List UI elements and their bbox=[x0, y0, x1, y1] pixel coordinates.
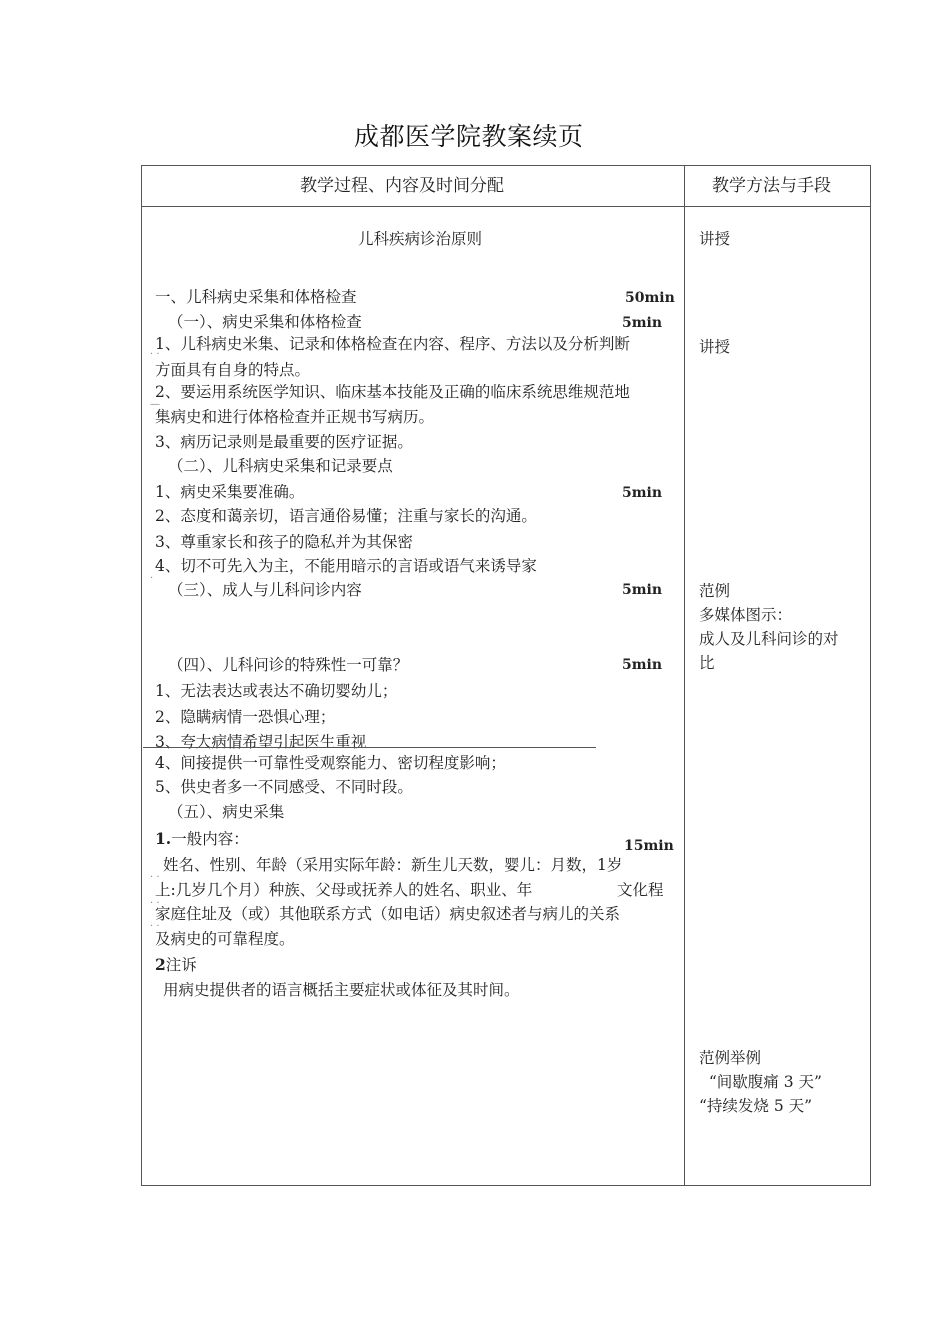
item-number: 1. bbox=[155, 829, 172, 848]
margin-mark: · bbox=[150, 573, 154, 584]
paragraph-line: 1、儿科病史米集、记录和体格检查在内容、程序、方法以及分析判断 bbox=[155, 335, 630, 353]
strike-line bbox=[143, 747, 596, 748]
list-item: 2、隐瞒病情一恐惧心理； bbox=[155, 708, 336, 726]
paragraph-line: 用病史提供者的语言概括主要症状或体征及其时间。 bbox=[163, 981, 520, 999]
item-label: 一般内容： bbox=[171, 830, 249, 848]
paragraph-line: 家庭住址及（或）其他联系方式（如电话）病史叙述者与病儿的关系 bbox=[155, 905, 621, 923]
lesson-title: 儿科疾病诊治原则 bbox=[358, 230, 483, 248]
paragraph-line: 上:几岁几个月）种族、父母或抚养人的姓名、职业、年 bbox=[155, 881, 533, 899]
list-item: 4、切不可先入为主，不能用暗示的言语或语气来诱导家 bbox=[155, 557, 537, 575]
paragraph-line: 文化程 bbox=[617, 881, 664, 899]
item-label: 注诉 bbox=[165, 956, 197, 974]
header-content-column: 教学过程、内容及时间分配 bbox=[300, 176, 504, 196]
margin-mark: · · bbox=[150, 349, 160, 360]
time-allocation: 5min bbox=[622, 485, 663, 501]
item-number: 2 bbox=[155, 955, 166, 974]
paragraph-line: 方面具有自身的特点。 bbox=[155, 361, 311, 379]
page-title: 成都医学院教案续页 bbox=[354, 122, 584, 151]
time-allocation: 15min bbox=[624, 838, 674, 854]
subsection-heading: （四）、儿科问诊的特殊性一可靠？ bbox=[168, 656, 409, 674]
paragraph-line: 3、病历记录则是最重要的医疗证据。 bbox=[155, 433, 413, 451]
paragraph-line: 集病史和进行体格检查并正规书写病历。 bbox=[155, 408, 435, 426]
paragraph-line: 及病史的可靠程度。 bbox=[155, 930, 295, 948]
time-allocation: 5min bbox=[622, 582, 663, 598]
list-item: 1、病史采集要准确。 bbox=[155, 483, 305, 501]
list-item: 5、供史者多一不同感受、不同时段。 bbox=[155, 778, 413, 796]
subsection-heading: （一）、病史采集和体格检查 bbox=[168, 313, 362, 331]
time-allocation: 50min bbox=[625, 290, 675, 306]
subsection-heading: （五）、病史采集 bbox=[168, 803, 285, 821]
paragraph-line: 2、要运用系统医学知识、临床基本技能及正确的临床系统思维规范地 bbox=[155, 383, 630, 401]
margin-mark: · · bbox=[150, 872, 160, 883]
column-divider bbox=[684, 166, 685, 1185]
subsection-heading: （二）、儿科病史采集和记录要点 bbox=[168, 457, 393, 475]
header-method-column: 教学方法与手段 bbox=[712, 176, 831, 196]
list-item: 3、尊重家长和孩子的隐私并为其保密 bbox=[155, 533, 413, 551]
subsection-heading: （三）、成人与儿科问诊内容 bbox=[168, 581, 362, 599]
time-allocation: 5min bbox=[622, 657, 663, 673]
item-heading bbox=[155, 954, 197, 976]
list-item: 3、夸大病情希望引起医生重视 bbox=[155, 733, 367, 751]
item-heading bbox=[155, 828, 249, 850]
list-item: 4、间接提供一可靠性受观察能力、密切程度影响； bbox=[155, 754, 506, 772]
margin-mark: · · bbox=[150, 921, 160, 932]
method-note: 讲授 bbox=[699, 230, 731, 248]
section-heading: 一、儿科病史采集和体格检查 bbox=[155, 288, 357, 306]
paragraph-line: 姓名、性别、年龄（采用实际年龄：新生儿天数，婴儿：月数，1岁 bbox=[163, 856, 623, 874]
time-allocation: 5min bbox=[622, 315, 663, 331]
header-divider bbox=[142, 206, 870, 207]
method-note: 范例 多媒体图示： 成人及儿科问诊的对 比 bbox=[699, 582, 839, 672]
list-item: 1、无法表达或表达不确切婴幼儿； bbox=[155, 682, 398, 700]
margin-mark: — bbox=[150, 399, 160, 410]
margin-mark: · · bbox=[150, 898, 160, 909]
list-item: 2、态度和蔼亲切，语言通俗易懂；注重与家长的沟通。 bbox=[155, 507, 537, 525]
method-note: 范例举例 “间歇腹痛 3 天” “持续发烧 5 天” bbox=[699, 1049, 822, 1115]
method-note: 讲授 bbox=[699, 338, 731, 356]
